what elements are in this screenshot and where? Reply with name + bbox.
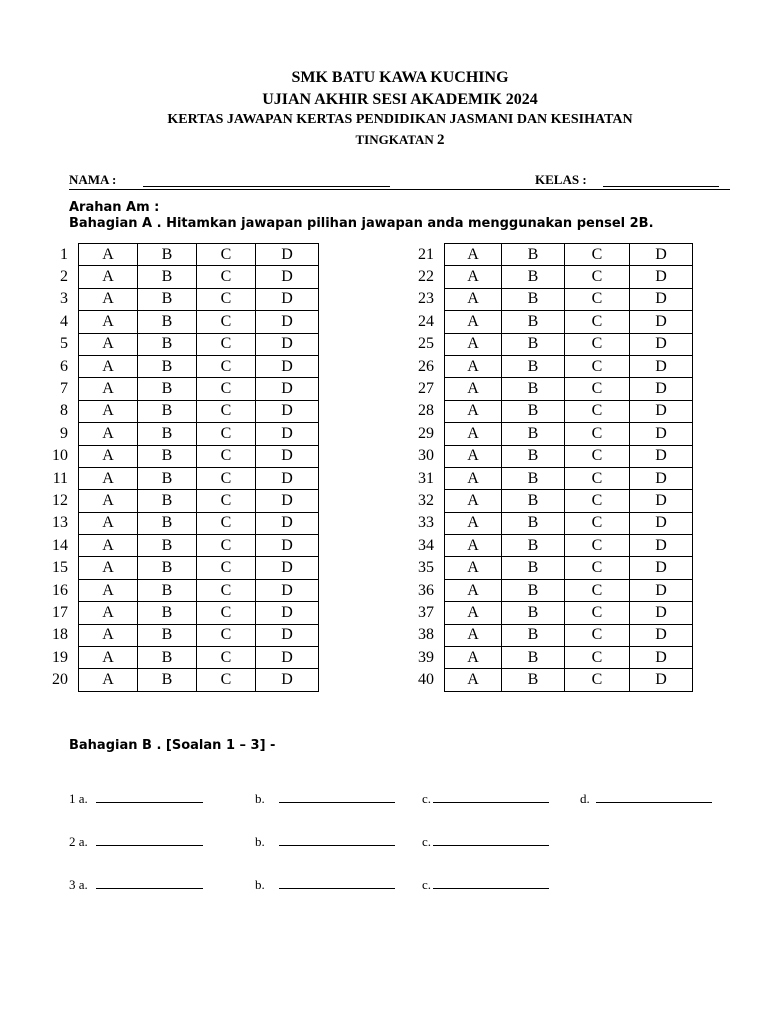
answer-option-d[interactable]: D [256, 288, 319, 310]
answer-option-c[interactable]: C [197, 490, 256, 512]
question-row [394, 535, 693, 557]
answer-option-d[interactable]: D [630, 512, 693, 534]
answer-option-d[interactable]: D [630, 669, 693, 691]
answer-option-a[interactable]: A [445, 535, 502, 557]
answer-option-c[interactable]: C [565, 333, 630, 355]
answer-item [69, 790, 203, 807]
answer-option-a[interactable]: A [79, 624, 138, 646]
answer-option-b[interactable]: B [502, 647, 565, 669]
answer-option-a[interactable]: A [79, 400, 138, 422]
answer-blank[interactable] [96, 833, 203, 846]
question-row [394, 311, 693, 333]
answer-option-a[interactable]: A [445, 602, 502, 624]
answer-option-a[interactable]: A [445, 423, 502, 445]
answer-option-a[interactable]: A [445, 467, 502, 489]
question-number: 3 [60, 290, 68, 308]
answer-label: b. [255, 791, 265, 806]
answer-blank[interactable] [279, 790, 395, 803]
answer-option-b[interactable]: B [502, 266, 565, 288]
answer-option-a[interactable]: A [445, 624, 502, 646]
answer-label: 3 a. [69, 877, 88, 892]
question-row [28, 266, 319, 288]
answer-blank[interactable] [596, 790, 712, 803]
answer-option-a[interactable]: A [79, 490, 138, 512]
answer-option-d[interactable]: D [630, 535, 693, 557]
answer-option-a[interactable]: A [445, 490, 502, 512]
answer-option-b[interactable]: B [138, 445, 197, 467]
answer-option-a[interactable]: A [445, 445, 502, 467]
answer-option-c[interactable]: C [197, 288, 256, 310]
answer-option-b[interactable]: B [138, 288, 197, 310]
answer-option-c[interactable]: C [197, 624, 256, 646]
question-row [394, 669, 693, 691]
answer-label: b. [255, 877, 265, 892]
question-number: 23 [418, 290, 434, 308]
answer-blank[interactable] [96, 790, 203, 803]
answer-option-b[interactable]: B [138, 311, 197, 333]
answer-option-d[interactable]: D [256, 423, 319, 445]
answer-option-a[interactable]: A [79, 378, 138, 400]
question-number: 21 [418, 245, 434, 263]
question-row [28, 647, 319, 669]
answer-option-b[interactable]: B [502, 557, 565, 579]
answer-option-d[interactable]: D [256, 647, 319, 669]
question-number: 33 [418, 514, 434, 532]
answer-option-b[interactable]: B [138, 244, 197, 266]
answer-option-c[interactable]: C [197, 647, 256, 669]
question-number: 18 [52, 626, 68, 644]
answer-option-b[interactable]: B [502, 669, 565, 691]
question-number: 26 [418, 357, 434, 375]
answer-option-c[interactable]: C [197, 579, 256, 601]
section-b-title: Bahagian B . [Soalan 1 – 3] - [69, 738, 276, 753]
answer-option-d[interactable]: D [630, 557, 693, 579]
section-a-instruction: Bahagian A . Hitamkan jawapan pilihan jawapan anda menggunakan pensel 2B. [69, 216, 654, 231]
question-row [394, 266, 693, 288]
level-title [0, 132, 768, 149]
answer-option-c[interactable]: C [565, 423, 630, 445]
answer-option-c[interactable]: C [197, 311, 256, 333]
question-row [28, 288, 319, 310]
question-row [28, 490, 319, 512]
answer-option-c[interactable]: C [565, 244, 630, 266]
question-row [28, 333, 319, 355]
answer-option-d[interactable]: D [630, 333, 693, 355]
answer-label: 1 a. [69, 791, 88, 806]
question-number: 35 [418, 559, 434, 577]
answer-option-c[interactable]: C [197, 333, 256, 355]
question-row [394, 467, 693, 489]
answer-option-d[interactable]: D [256, 579, 319, 601]
question-row [28, 669, 319, 691]
answer-blank[interactable] [96, 876, 203, 889]
answer-option-a[interactable]: A [79, 423, 138, 445]
answer-option-b[interactable]: B [502, 624, 565, 646]
answer-option-b[interactable]: B [138, 557, 197, 579]
answer-option-b[interactable]: B [138, 423, 197, 445]
answer-option-d[interactable]: D [630, 624, 693, 646]
answer-option-d[interactable]: D [256, 624, 319, 646]
question-number: 28 [418, 402, 434, 420]
answer-option-d[interactable]: D [630, 467, 693, 489]
answer-option-a[interactable]: A [445, 647, 502, 669]
answer-option-b[interactable]: B [138, 333, 197, 355]
answer-option-c[interactable]: C [197, 355, 256, 377]
answer-option-a[interactable]: A [79, 669, 138, 691]
answer-option-c[interactable]: C [197, 445, 256, 467]
answer-label: c. [422, 877, 432, 892]
answer-blank[interactable] [433, 790, 549, 803]
answer-option-c[interactable]: C [565, 490, 630, 512]
answer-item [255, 833, 395, 850]
school-title: SMK BATU KAWA KUCHING [291, 69, 509, 86]
answer-option-a[interactable]: A [79, 288, 138, 310]
question-row [28, 557, 319, 579]
answer-option-a[interactable]: A [79, 445, 138, 467]
answer-option-d[interactable]: D [630, 579, 693, 601]
answer-option-a[interactable]: A [79, 602, 138, 624]
question-number: 19 [52, 648, 68, 666]
answer-option-d[interactable]: D [630, 647, 693, 669]
level-number: 2 [437, 132, 445, 148]
question-row [394, 647, 693, 669]
question-row [28, 244, 319, 266]
question-number: 6 [60, 357, 68, 375]
question-row [394, 244, 693, 266]
question-number: 24 [418, 312, 434, 330]
header-divider [69, 189, 730, 190]
answer-option-d[interactable]: D [256, 445, 319, 467]
answer-option-b[interactable]: B [502, 288, 565, 310]
question-number: 8 [60, 402, 68, 420]
answer-option-a[interactable]: A [79, 333, 138, 355]
question-number: 22 [418, 268, 434, 286]
question-row [28, 311, 319, 333]
answer-option-b[interactable]: B [502, 602, 565, 624]
answer-option-a[interactable]: A [79, 557, 138, 579]
class-field[interactable] [603, 186, 719, 187]
question-number: 27 [418, 380, 434, 398]
question-row [28, 467, 319, 489]
question-number: 34 [418, 536, 434, 554]
answer-option-c[interactable]: C [197, 244, 256, 266]
question-row [28, 535, 319, 557]
answer-option-a[interactable]: A [445, 400, 502, 422]
question-row [394, 602, 693, 624]
question-number: 16 [52, 581, 68, 599]
answer-option-b[interactable]: B [138, 602, 197, 624]
answer-option-b[interactable]: B [502, 400, 565, 422]
answer-option-a[interactable]: A [79, 266, 138, 288]
answer-option-d[interactable]: D [256, 355, 319, 377]
answer-option-c[interactable]: C [197, 378, 256, 400]
answer-option-d[interactable]: D [630, 423, 693, 445]
answer-option-d[interactable]: D [630, 445, 693, 467]
answer-label: d. [580, 791, 590, 806]
question-number: 38 [418, 626, 434, 644]
answer-label: c. [422, 834, 432, 849]
answer-option-c[interactable]: C [197, 535, 256, 557]
answer-option-b[interactable]: B [138, 266, 197, 288]
question-number: 2 [60, 268, 68, 286]
answer-option-b[interactable]: B [138, 669, 197, 691]
answer-option-a[interactable]: A [79, 467, 138, 489]
question-row [394, 333, 693, 355]
answer-option-d[interactable]: D [256, 490, 319, 512]
answer-option-a[interactable]: A [445, 378, 502, 400]
question-row [28, 512, 319, 534]
answer-option-c[interactable]: C [565, 355, 630, 377]
question-row [28, 445, 319, 467]
answer-option-a[interactable]: A [79, 579, 138, 601]
answer-option-b[interactable]: B [138, 647, 197, 669]
question-number: 25 [418, 335, 434, 353]
answer-option-b[interactable]: B [502, 378, 565, 400]
answer-option-b[interactable]: B [502, 579, 565, 601]
question-row [28, 579, 319, 601]
question-number: 30 [418, 447, 434, 465]
question-row [28, 400, 319, 422]
question-row [394, 490, 693, 512]
question-row [394, 423, 693, 445]
answer-option-c[interactable]: C [565, 288, 630, 310]
answer-option-c[interactable]: C [565, 512, 630, 534]
question-number: 9 [60, 424, 68, 442]
answer-option-a[interactable]: A [445, 579, 502, 601]
question-row [394, 512, 693, 534]
answer-option-d[interactable]: D [630, 311, 693, 333]
answer-item [422, 790, 549, 807]
question-number: 13 [52, 514, 68, 532]
answer-option-b[interactable]: B [138, 535, 197, 557]
answer-grid-right [394, 243, 693, 692]
answer-blank[interactable] [279, 833, 395, 846]
answer-option-b[interactable]: B [502, 355, 565, 377]
answer-option-d[interactable]: D [256, 602, 319, 624]
answer-option-d[interactable]: D [630, 355, 693, 377]
answer-blank[interactable] [433, 833, 549, 846]
answer-item [255, 790, 395, 807]
answer-option-d[interactable]: D [256, 333, 319, 355]
answer-option-b[interactable]: B [502, 467, 565, 489]
answer-option-d[interactable]: D [256, 512, 319, 534]
answer-option-a[interactable]: A [445, 266, 502, 288]
answer-option-c[interactable]: C [565, 579, 630, 601]
question-number: 31 [418, 469, 434, 487]
answer-option-a[interactable]: A [445, 512, 502, 534]
answer-item [255, 876, 395, 893]
answer-option-a[interactable]: A [79, 244, 138, 266]
answer-option-a[interactable]: A [445, 669, 502, 691]
answer-item [69, 833, 203, 850]
question-row [394, 445, 693, 467]
answer-option-c[interactable]: C [565, 266, 630, 288]
answer-option-a[interactable]: A [445, 557, 502, 579]
answer-option-a[interactable]: A [79, 535, 138, 557]
name-field[interactable] [143, 186, 390, 187]
answer-option-c[interactable]: C [565, 378, 630, 400]
answer-option-c[interactable]: C [565, 445, 630, 467]
instructions-title: Arahan Am : [69, 200, 160, 215]
question-number: 4 [60, 312, 68, 330]
answer-option-c[interactable]: C [565, 647, 630, 669]
question-number: 10 [52, 447, 68, 465]
answer-option-d[interactable]: D [256, 266, 319, 288]
question-number: 39 [418, 648, 434, 666]
question-number: 5 [60, 335, 68, 353]
question-row [28, 355, 319, 377]
answer-label: b. [255, 834, 265, 849]
answer-item [422, 833, 549, 850]
paper-title: KERTAS JAWAPAN KERTAS PENDIDIKAN JASMANI DAN KESIHATAN [167, 112, 633, 127]
answer-option-d[interactable]: D [630, 490, 693, 512]
name-label: NAMA : [69, 172, 117, 187]
answer-option-b[interactable]: B [138, 400, 197, 422]
answer-option-c[interactable]: C [565, 624, 630, 646]
question-row [394, 579, 693, 601]
answer-option-c[interactable]: C [197, 423, 256, 445]
answer-option-d[interactable]: D [256, 311, 319, 333]
answer-option-c[interactable]: C [197, 512, 256, 534]
question-number: 12 [52, 491, 68, 509]
answer-option-c[interactable]: C [197, 669, 256, 691]
answer-option-a[interactable]: A [79, 512, 138, 534]
question-number: 15 [52, 559, 68, 577]
answer-option-b[interactable]: B [138, 467, 197, 489]
answer-blank[interactable] [279, 876, 395, 889]
answer-option-c[interactable]: C [565, 400, 630, 422]
answer-option-c[interactable]: C [565, 311, 630, 333]
answer-option-b[interactable]: B [502, 490, 565, 512]
answer-option-d[interactable]: D [630, 400, 693, 422]
answer-option-c[interactable]: C [565, 669, 630, 691]
answer-item [580, 790, 712, 807]
question-number: 7 [60, 380, 68, 398]
question-number: 36 [418, 581, 434, 599]
exam-title: UJIAN AKHIR SESI AKADEMIK 2024 [262, 91, 538, 108]
answer-option-d[interactable]: D [630, 266, 693, 288]
answer-option-d[interactable]: D [256, 244, 319, 266]
answer-option-a[interactable]: A [79, 355, 138, 377]
answer-option-c[interactable]: C [197, 266, 256, 288]
answer-option-c[interactable]: C [197, 557, 256, 579]
answer-option-a[interactable]: A [79, 647, 138, 669]
question-row [394, 378, 693, 400]
answer-option-c[interactable]: C [197, 467, 256, 489]
answer-option-b[interactable]: B [502, 535, 565, 557]
answer-option-d[interactable]: D [256, 535, 319, 557]
answer-label: 2 a. [69, 834, 88, 849]
question-row [394, 355, 693, 377]
answer-option-a[interactable]: A [445, 311, 502, 333]
answer-option-d[interactable]: D [630, 244, 693, 266]
answer-option-b[interactable]: B [502, 311, 565, 333]
answer-option-d[interactable]: D [256, 400, 319, 422]
question-row [28, 624, 319, 646]
answer-option-d[interactable]: D [256, 669, 319, 691]
question-number: 17 [52, 603, 68, 621]
answer-option-d[interactable]: D [630, 602, 693, 624]
question-number: 11 [52, 469, 68, 487]
answer-option-c[interactable]: C [197, 602, 256, 624]
question-number: 40 [418, 671, 434, 689]
question-row [394, 624, 693, 646]
answer-option-c[interactable]: C [565, 602, 630, 624]
question-number: 37 [418, 603, 434, 621]
answer-option-b[interactable]: B [502, 244, 565, 266]
question-row [28, 378, 319, 400]
question-number: 32 [418, 491, 434, 509]
answer-option-b[interactable]: B [138, 624, 197, 646]
answer-option-d[interactable]: D [256, 378, 319, 400]
answer-option-c[interactable]: C [565, 535, 630, 557]
question-number: 29 [418, 424, 434, 442]
question-row [28, 602, 319, 624]
answer-option-d[interactable]: D [630, 288, 693, 310]
answer-option-d[interactable]: D [630, 378, 693, 400]
answer-option-b[interactable]: B [138, 355, 197, 377]
answer-option-a[interactable]: A [445, 333, 502, 355]
question-row [394, 288, 693, 310]
question-number: 1 [60, 245, 68, 263]
answer-option-a[interactable]: A [445, 288, 502, 310]
question-number: 20 [52, 671, 68, 689]
answer-option-c[interactable]: C [565, 557, 630, 579]
answer-option-c[interactable]: C [197, 400, 256, 422]
answer-option-b[interactable]: B [138, 378, 197, 400]
answer-option-c[interactable]: C [565, 467, 630, 489]
answer-item [422, 876, 549, 893]
answer-option-a[interactable]: A [79, 311, 138, 333]
answer-option-b[interactable]: B [502, 512, 565, 534]
answer-item [69, 876, 203, 893]
answer-option-b[interactable]: B [138, 512, 197, 534]
answer-option-b[interactable]: B [138, 490, 197, 512]
answer-grid-left [28, 243, 319, 692]
level-label: TINGKATAN [355, 132, 434, 147]
class-label: KELAS : [535, 172, 587, 187]
answer-label: c. [422, 791, 432, 806]
question-row [28, 423, 319, 445]
answer-option-b[interactable]: B [502, 333, 565, 355]
answer-option-d[interactable]: D [256, 557, 319, 579]
answer-option-b[interactable]: B [502, 423, 565, 445]
answer-option-a[interactable]: A [445, 355, 502, 377]
answer-option-b[interactable]: B [138, 579, 197, 601]
answer-option-b[interactable]: B [502, 445, 565, 467]
question-row [394, 400, 693, 422]
answer-option-d[interactable]: D [256, 467, 319, 489]
question-row [394, 557, 693, 579]
answer-blank[interactable] [433, 876, 549, 889]
question-number: 14 [52, 536, 68, 554]
answer-option-a[interactable]: A [445, 244, 502, 266]
